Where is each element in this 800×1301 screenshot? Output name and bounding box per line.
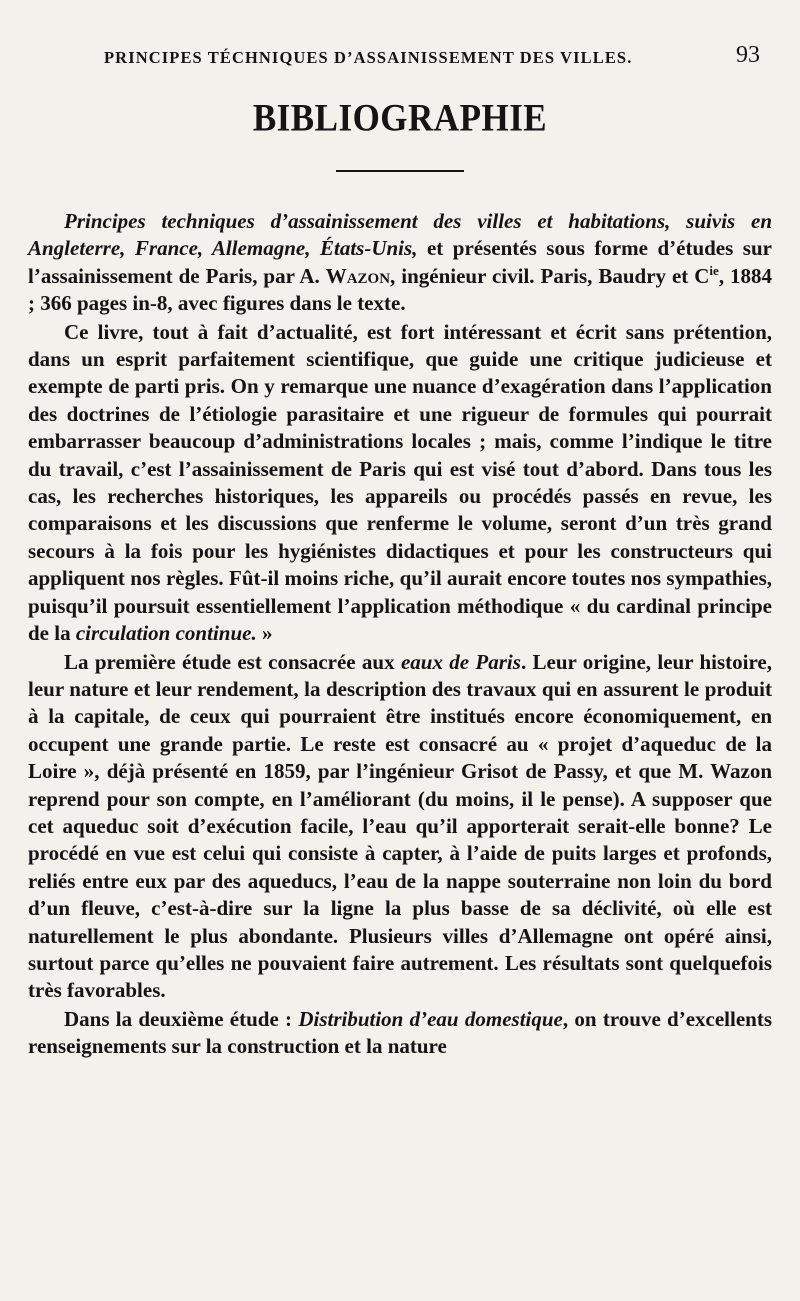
book-title: Principes techniques d’assainissement des villes et habitations, suivis en Angleterre, France, Allemagne, États-Unis, bbox=[28, 209, 772, 261]
entry-text-1: et présentés sous forme d’études sur l’assainissement de Paris, par A. bbox=[28, 236, 772, 288]
paragraph-4-text-2: , on trouve d’excellents renseignements sur la construction et la nature bbox=[28, 1006, 772, 1059]
paragraph-4-text-1: Dans la deuxième étude : bbox=[64, 1006, 299, 1031]
paragraph-2-emphasis: circulation continue. bbox=[75, 621, 257, 646]
paragraph-2-end: » bbox=[256, 621, 273, 646]
paragraph-3-text-2: . Leur origine, leur histoire, leur nature et leur rendement, la description des travaux qui en assurent le produit à la capitale, de ceux qui pourraient être institués encore économiquement, en occupent une grande partie. Le reste est consacré au « projet d’aqueduc de la Loire », déjà présenté en 1859, par l’ingénieur Grisot de Passy, et que M. Wazon reprend pour son compte, en l’améliorant (du moins, il le pense). A supposer que cet aqueduc soit d’exécution facile, l’eau qu’il apporterait serait-elle bonne? Le procédé en vue est celui qui consiste à capter, à l’aide de puits larges et profonds, reliés entre eux par des aqueducs, l’eau de la nappe souterraine non loin du bord d’un fleuve, c’est-à-dire sur la ligne la plus basse de sa déclivité, où elle est naturellement le plus abondante. Plusieurs villes d’Allemagne ont opéré ainsi, surtout parce qu’elles ne pouvaient faire autrement. Les résultats sont quelquefois très favorables. bbox=[28, 649, 772, 1003]
paragraph-3-text-1: La première étude est consacrée aux bbox=[64, 649, 401, 674]
paragraph-review bbox=[28, 319, 772, 648]
author-name: Wazon bbox=[325, 263, 391, 288]
paragraph-second-study bbox=[28, 1006, 772, 1061]
bibliographic-entry bbox=[28, 208, 772, 318]
body-text bbox=[28, 208, 772, 1061]
superscript: ie bbox=[709, 262, 719, 278]
title-rule bbox=[336, 170, 464, 172]
entry-text-3: , 1884 ; 366 pages in-8, avec figures dans le texte. bbox=[28, 263, 773, 316]
entry-text-2: , ingénieur civil. Paris, Baudry et C bbox=[390, 263, 710, 288]
paragraph-4-emphasis: Distribution d’eau domestique bbox=[298, 1006, 563, 1031]
paragraph-2-text: Ce livre, tout à fait d’actualité, est fort intéressant et écrit sans prétention, dans un esprit parfaitement scientifique, que guide une critique judicieuse et exempte de parti pris. On y remarque une nuance d’exagération dans l’application des doctrines de l’étiologie parasitaire et une rigueur de formules qui pourrait embarrasser beaucoup d’administrations locales ; mais, comme l’indique le titre du travail, c’est l’assainissement de Paris qui est visé tout d’abord. Dans tous les cas, les recherches historiques, les appareils ou procédés passés en revue, les comparaisons et les discussions que renferme le volume, seront d’un très grand secours à la fois pour les hygiénistes didactiques et pour les constructeurs qui appliquent nos règles. Fût-il moins riche, qu’il aurait encore toutes nos sympathies, puisqu’il poursuit essentiellement l’application méthodique « du cardinal principe de la bbox=[28, 319, 772, 646]
running-head-title: PRINCIPES TÉCHNIQUES D’ASSAINISSEMENT DES VILLES. bbox=[104, 48, 633, 67]
section-title: BIBLIOGRAPHIE bbox=[252, 95, 548, 140]
page-number: 93 bbox=[736, 42, 760, 68]
running-head bbox=[28, 36, 772, 76]
paragraph-3-emphasis: eaux de Paris bbox=[400, 649, 521, 674]
paragraph-first-study bbox=[28, 649, 772, 1005]
